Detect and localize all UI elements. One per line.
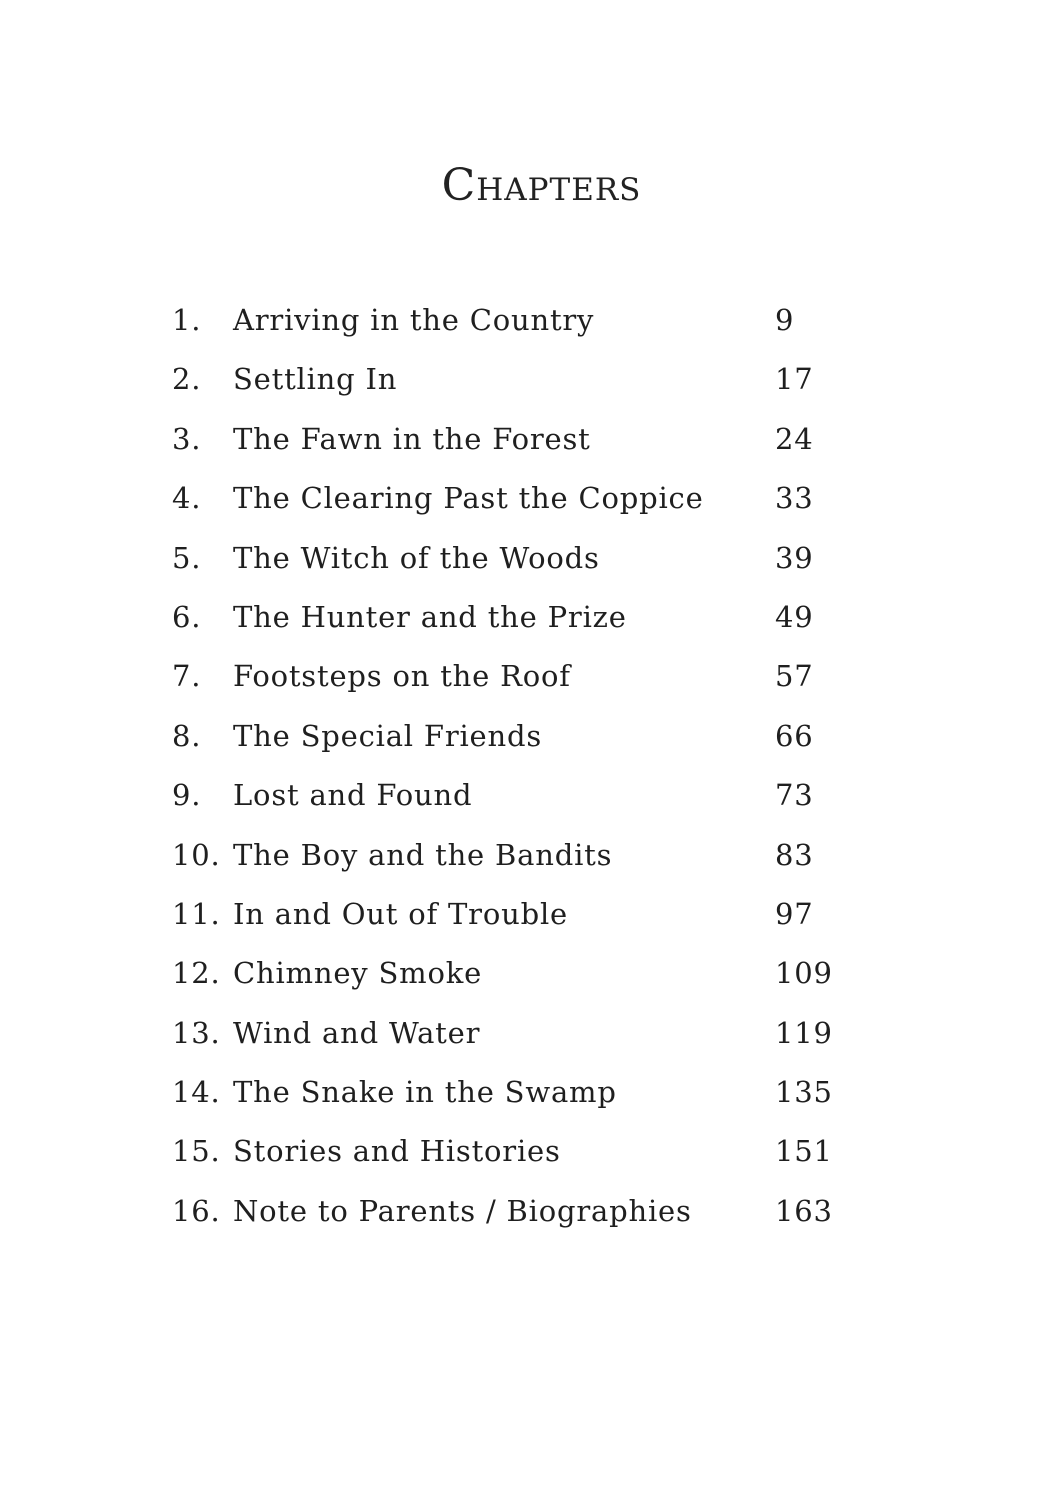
chapter-page-number: 39 xyxy=(775,540,814,575)
chapter-number: 14. xyxy=(172,1075,221,1110)
chapter-number: 7. xyxy=(172,659,202,694)
chapter-title: The Witch of the Woods xyxy=(233,540,600,575)
chapter-number: 15. xyxy=(172,1134,221,1169)
chapter-title: The Snake in the Swamp xyxy=(233,1075,617,1110)
chapter-title: Arriving in the Country xyxy=(233,303,595,337)
chapter-title: The Boy and the Bandits xyxy=(233,837,613,872)
chapter-page-number: 109 xyxy=(775,956,833,991)
table-of-contents xyxy=(172,300,872,1250)
chapter-title: Settling In xyxy=(233,362,398,397)
toc-entry-3 xyxy=(172,419,872,478)
chapter-title: The Fawn in the Forest xyxy=(233,421,591,456)
chapter-title: The Special Friends xyxy=(233,718,543,753)
chapter-number: 8. xyxy=(172,718,202,753)
toc-entry-7 xyxy=(172,656,872,715)
chapter-page-number: 83 xyxy=(775,837,814,872)
chapter-page-number: 119 xyxy=(775,1015,833,1050)
chapter-number: 4. xyxy=(172,481,202,516)
chapter-title: Footsteps on the Roof xyxy=(233,659,571,694)
page-title: Chapters xyxy=(441,160,642,211)
chapter-number: 1. xyxy=(172,303,202,337)
toc-entry-15 xyxy=(172,1131,872,1190)
toc-entry-10 xyxy=(172,835,872,894)
chapter-number: 11. xyxy=(172,896,221,931)
toc-entry-9 xyxy=(172,775,872,834)
chapter-number: 2. xyxy=(172,362,202,397)
chapter-title: In and Out of Trouble xyxy=(233,896,568,931)
chapter-title: The Hunter and the Prize xyxy=(233,599,627,634)
chapter-page-number: 49 xyxy=(775,599,814,634)
chapter-number: 6. xyxy=(172,599,202,634)
toc-entry-2 xyxy=(172,359,872,418)
chapter-title: The Clearing Past the Coppice xyxy=(233,481,704,516)
chapter-number: 9. xyxy=(172,778,202,813)
chapter-page-number: 33 xyxy=(775,481,814,516)
chapter-title: Wind and Water xyxy=(233,1015,481,1050)
chapter-page-number: 73 xyxy=(775,778,814,813)
toc-entry-4 xyxy=(172,478,872,537)
toc-entry-14 xyxy=(172,1072,872,1131)
chapter-page-number: 151 xyxy=(775,1134,833,1169)
chapter-page-number: 135 xyxy=(775,1075,833,1110)
chapter-page-number: 17 xyxy=(775,362,814,397)
toc-entry-8 xyxy=(172,716,872,775)
chapter-number: 16. xyxy=(172,1193,221,1228)
chapter-page-number: 57 xyxy=(775,659,814,694)
chapter-page-number: 9 xyxy=(775,303,795,337)
toc-entry-6 xyxy=(172,597,872,656)
chapter-number: 3. xyxy=(172,421,202,456)
toc-entry-11 xyxy=(172,894,872,953)
chapter-page-number: 163 xyxy=(775,1193,833,1228)
toc-entry-16 xyxy=(172,1191,872,1250)
chapter-number: 13. xyxy=(172,1015,221,1050)
toc-entry-12 xyxy=(172,953,872,1012)
chapter-number: 5. xyxy=(172,540,202,575)
chapter-page-number: 24 xyxy=(775,421,814,456)
chapter-title: Note to Parents / Biographies xyxy=(233,1193,692,1228)
chapter-title: Stories and Histories xyxy=(233,1134,561,1169)
chapter-number: 10. xyxy=(172,837,221,872)
toc-entry-1 xyxy=(172,300,872,359)
chapter-number: 12. xyxy=(172,956,221,991)
chapter-page-number: 97 xyxy=(775,896,814,931)
chapter-title: Lost and Found xyxy=(233,778,473,813)
chapter-page-number: 66 xyxy=(775,718,814,753)
toc-entry-13 xyxy=(172,1013,872,1072)
chapter-title: Chimney Smoke xyxy=(233,956,483,991)
toc-entry-5 xyxy=(172,538,872,597)
